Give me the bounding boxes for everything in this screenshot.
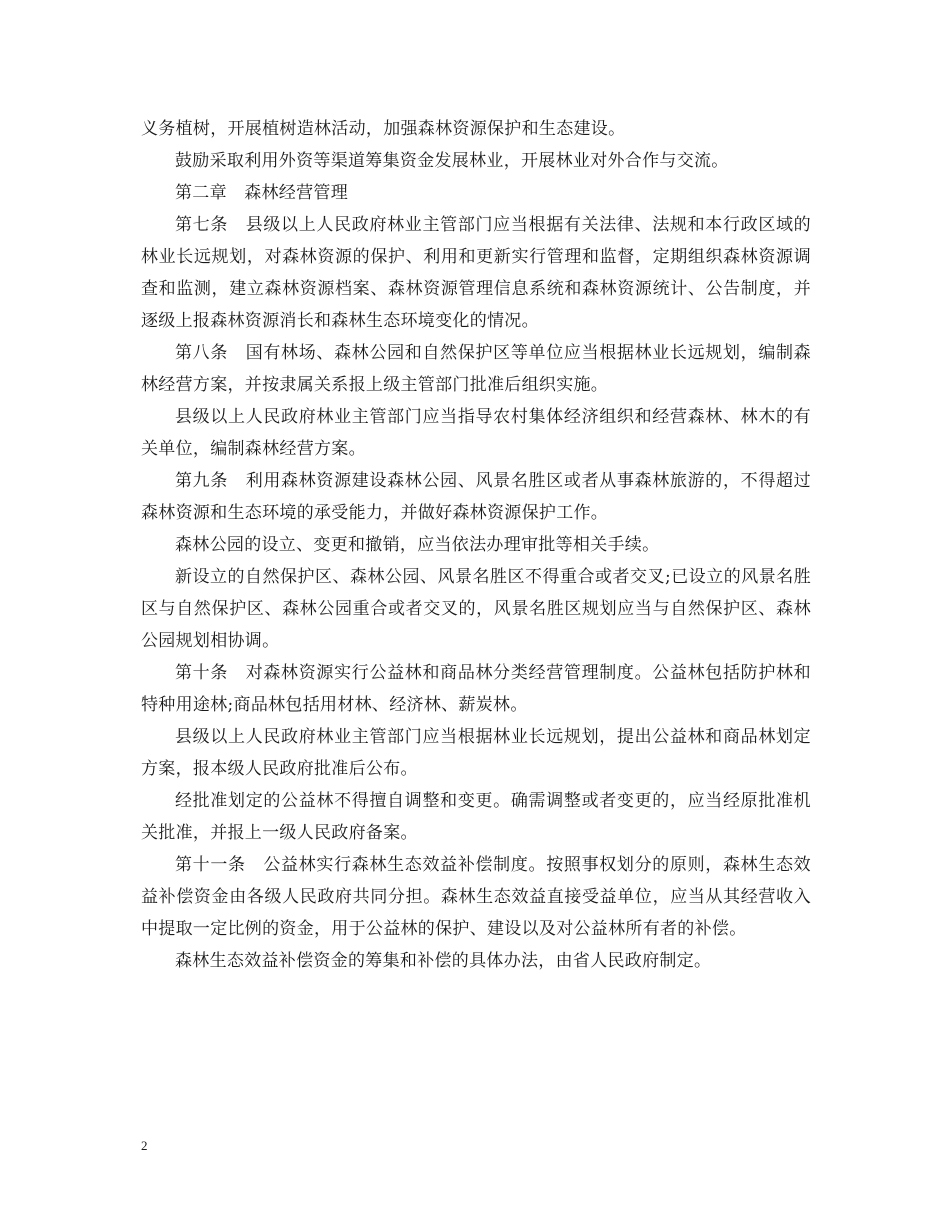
article-9: 第九条 利用森林资源建设森林公园、风景名胜区或者从事森林旅游的，不得超过森林资源和生态环境的承受能力，并做好森林资源保护工作。 <box>141 471 811 523</box>
article-8-paragraph-2: 县级以上人民政府林业主管部门应当指导农村集体经济组织和经营森林、林木的有关单位，编制森林经营方案。 <box>141 407 811 459</box>
document-body <box>141 113 811 977</box>
article-8: 第八条 国有林场、森林公园和自然保护区等单位应当根据林业长远规划，编制森林经营方案，并按隶属关系报上级主管部门批准后组织实施。 <box>141 343 811 395</box>
chapter-heading: 第二章 森林经营管理 <box>175 183 348 203</box>
article-9-paragraph-3: 新设立的自然保护区、森林公园、风景名胜区不得重合或者交叉;已设立的风景名胜区与自然保护区、森林公园重合或者交叉的，风景名胜区规划应当与自然保护区、森林公园规划相协调。 <box>141 567 811 651</box>
article-9-paragraph-2: 森林公园的设立、变更和撤销，应当依法办理审批等相关手续。 <box>175 535 660 555</box>
article-11: 第十一条 公益林实行森林生态效益补偿制度。按照事权划分的原则，森林生态效益补偿资金由各级人民政府共同分担。森林生态效益直接受益单位，应当从其经营收入中提取一定比例的资金，用于公益林的保护、建设以及对公益林所有者的补偿。 <box>141 855 811 939</box>
article-10-paragraph-3: 经批准划定的公益林不得擅自调整和变更。确需调整或者变更的，应当经原批准机关批准，并报上一级人民政府备案。 <box>141 791 811 843</box>
article-10-paragraph-2: 县级以上人民政府林业主管部门应当根据林业长远规划，提出公益林和商品林划定方案，报本级人民政府批准后公布。 <box>141 727 811 779</box>
article-11-paragraph-2: 森林生态效益补偿资金的筹集和补偿的具体办法，由省人民政府制定。 <box>175 951 712 971</box>
page-number: 2 <box>141 1138 148 1153</box>
article-10: 第十条 对森林资源实行公益林和商品林分类经营管理制度。公益林包括防护林和特种用途林;商品林包括用材林、经济林、薪炭林。 <box>141 663 811 715</box>
paragraph-2: 鼓励采取利用外资等渠道筹集资金发展林业，开展林业对外合作与交流。 <box>175 151 729 171</box>
article-7: 第七条 县级以上人民政府林业主管部门应当根据有关法律、法规和本行政区域的林业长远规划，对森林资源的保护、利用和更新实行管理和监督，定期组织森林资源调查和监测，建立森林资源档案、森林资源管理信息系统和森林资源统计、公告制度，并逐级上报森林资源消长和森林生态环境变化的情况。 <box>141 215 811 331</box>
paragraph-1: 义务植树，开展植树造林活动，加强森林资源保护和生态建设。 <box>141 119 626 139</box>
